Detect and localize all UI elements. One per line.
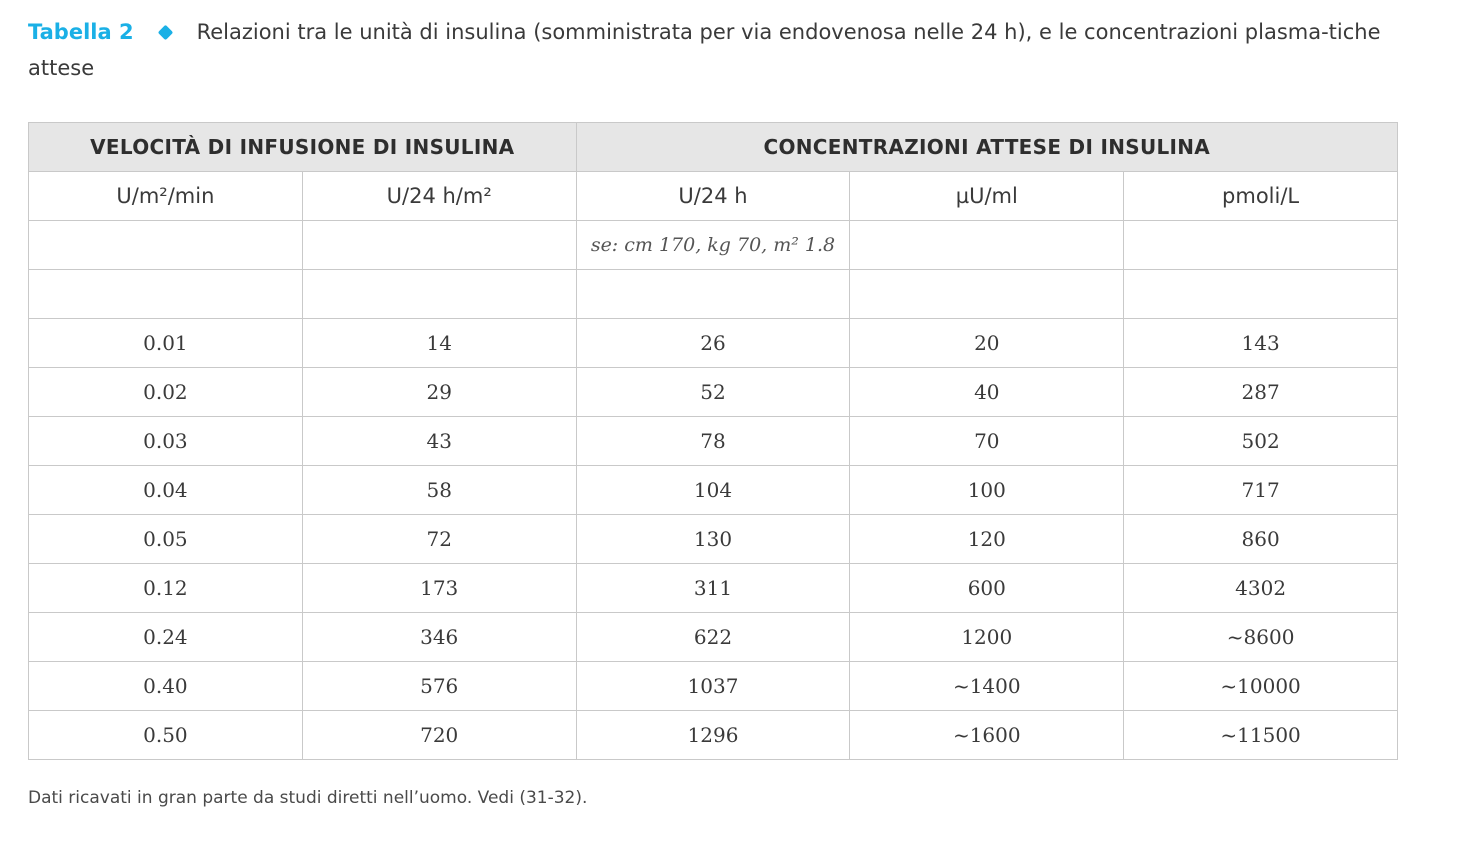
table-cell: ~1600 bbox=[850, 711, 1124, 760]
table-cell bbox=[302, 221, 576, 270]
table-row bbox=[29, 319, 1398, 368]
table-cell: 0.04 bbox=[29, 466, 303, 515]
unit-header-row bbox=[29, 172, 1398, 221]
table-cell: 0.40 bbox=[29, 662, 303, 711]
table-cell: ~8600 bbox=[1124, 613, 1398, 662]
table-cell bbox=[302, 270, 576, 319]
diamond-bullet-icon bbox=[157, 24, 173, 40]
note-row bbox=[29, 221, 1398, 270]
table-cell: 4302 bbox=[1124, 564, 1398, 613]
table-cell: 52 bbox=[576, 368, 850, 417]
group-header-infusion: VELOCITÀ DI INFUSIONE DI INSULINA bbox=[29, 123, 577, 172]
unit-header-uu-ml: µU/ml bbox=[850, 172, 1124, 221]
table-cell: 576 bbox=[302, 662, 576, 711]
table-cell: 14 bbox=[302, 319, 576, 368]
table-caption bbox=[28, 14, 1408, 86]
table-cell: 70 bbox=[850, 417, 1124, 466]
table-cell: 0.24 bbox=[29, 613, 303, 662]
table-cell: 173 bbox=[302, 564, 576, 613]
table-cell: 1296 bbox=[576, 711, 850, 760]
unit-header-u-24h-m2: U/24 h/m² bbox=[302, 172, 576, 221]
table-cell bbox=[850, 221, 1124, 270]
table-cell: 78 bbox=[576, 417, 850, 466]
table-cell: 311 bbox=[576, 564, 850, 613]
table-cell: 0.02 bbox=[29, 368, 303, 417]
unit-header-pmol-l: pmoli/L bbox=[1124, 172, 1398, 221]
insulin-table bbox=[28, 122, 1398, 760]
insulin-table-container bbox=[28, 122, 1398, 760]
table-cell: 20 bbox=[850, 319, 1124, 368]
table-row bbox=[29, 564, 1398, 613]
table-cell: 1200 bbox=[850, 613, 1124, 662]
table-cell: 72 bbox=[302, 515, 576, 564]
table-cell bbox=[29, 221, 303, 270]
table-cell: 143 bbox=[1124, 319, 1398, 368]
table-cell: 502 bbox=[1124, 417, 1398, 466]
caption-text: Relazioni tra le unità di insulina (somministrata per via endovenosa nelle 24 h), e le concentrazioni plasma-tiche attese bbox=[28, 20, 1381, 80]
blank-row bbox=[29, 270, 1398, 319]
table-cell bbox=[576, 270, 850, 319]
unit-header-u-m2-min: U/m²/min bbox=[29, 172, 303, 221]
table-cell: 26 bbox=[576, 319, 850, 368]
table-cell: 0.03 bbox=[29, 417, 303, 466]
table-cell: 1037 bbox=[576, 662, 850, 711]
table-cell: 346 bbox=[302, 613, 576, 662]
table-cell: ~1400 bbox=[850, 662, 1124, 711]
table-cell: 130 bbox=[576, 515, 850, 564]
reference-subject-note: se: cm 170, kg 70, m² 1.8 bbox=[576, 221, 850, 270]
table-row bbox=[29, 466, 1398, 515]
table-cell: 622 bbox=[576, 613, 850, 662]
table-row bbox=[29, 417, 1398, 466]
table-row bbox=[29, 662, 1398, 711]
table-cell: 720 bbox=[302, 711, 576, 760]
table-body bbox=[29, 221, 1398, 760]
table-cell: 717 bbox=[1124, 466, 1398, 515]
table-cell: 0.01 bbox=[29, 319, 303, 368]
table-label: Tabella 2 bbox=[28, 20, 134, 44]
table-cell: 120 bbox=[850, 515, 1124, 564]
table-row bbox=[29, 711, 1398, 760]
table-cell: 600 bbox=[850, 564, 1124, 613]
table-cell bbox=[1124, 221, 1398, 270]
group-header-row bbox=[29, 123, 1398, 172]
unit-header-u-24h: U/24 h bbox=[576, 172, 850, 221]
table-cell: 0.05 bbox=[29, 515, 303, 564]
table-row bbox=[29, 368, 1398, 417]
table-cell: ~11500 bbox=[1124, 711, 1398, 760]
table-row bbox=[29, 515, 1398, 564]
table-cell bbox=[29, 270, 303, 319]
table-cell bbox=[850, 270, 1124, 319]
table-cell: 0.12 bbox=[29, 564, 303, 613]
group-header-concentrations: CONCENTRAZIONI ATTESE DI INSULINA bbox=[576, 123, 1397, 172]
table-cell: 104 bbox=[576, 466, 850, 515]
table-cell: 100 bbox=[850, 466, 1124, 515]
table-cell: 58 bbox=[302, 466, 576, 515]
table-cell: ~10000 bbox=[1124, 662, 1398, 711]
table-cell: 0.50 bbox=[29, 711, 303, 760]
table-cell: 29 bbox=[302, 368, 576, 417]
table-cell: 43 bbox=[302, 417, 576, 466]
table-cell: 860 bbox=[1124, 515, 1398, 564]
table-cell: 40 bbox=[850, 368, 1124, 417]
table-cell bbox=[1124, 270, 1398, 319]
table-cell: 287 bbox=[1124, 368, 1398, 417]
table-footnote: Dati ricavati in gran parte da studi diretti nell’uomo. Vedi (31-32). bbox=[28, 788, 588, 808]
table-row bbox=[29, 613, 1398, 662]
